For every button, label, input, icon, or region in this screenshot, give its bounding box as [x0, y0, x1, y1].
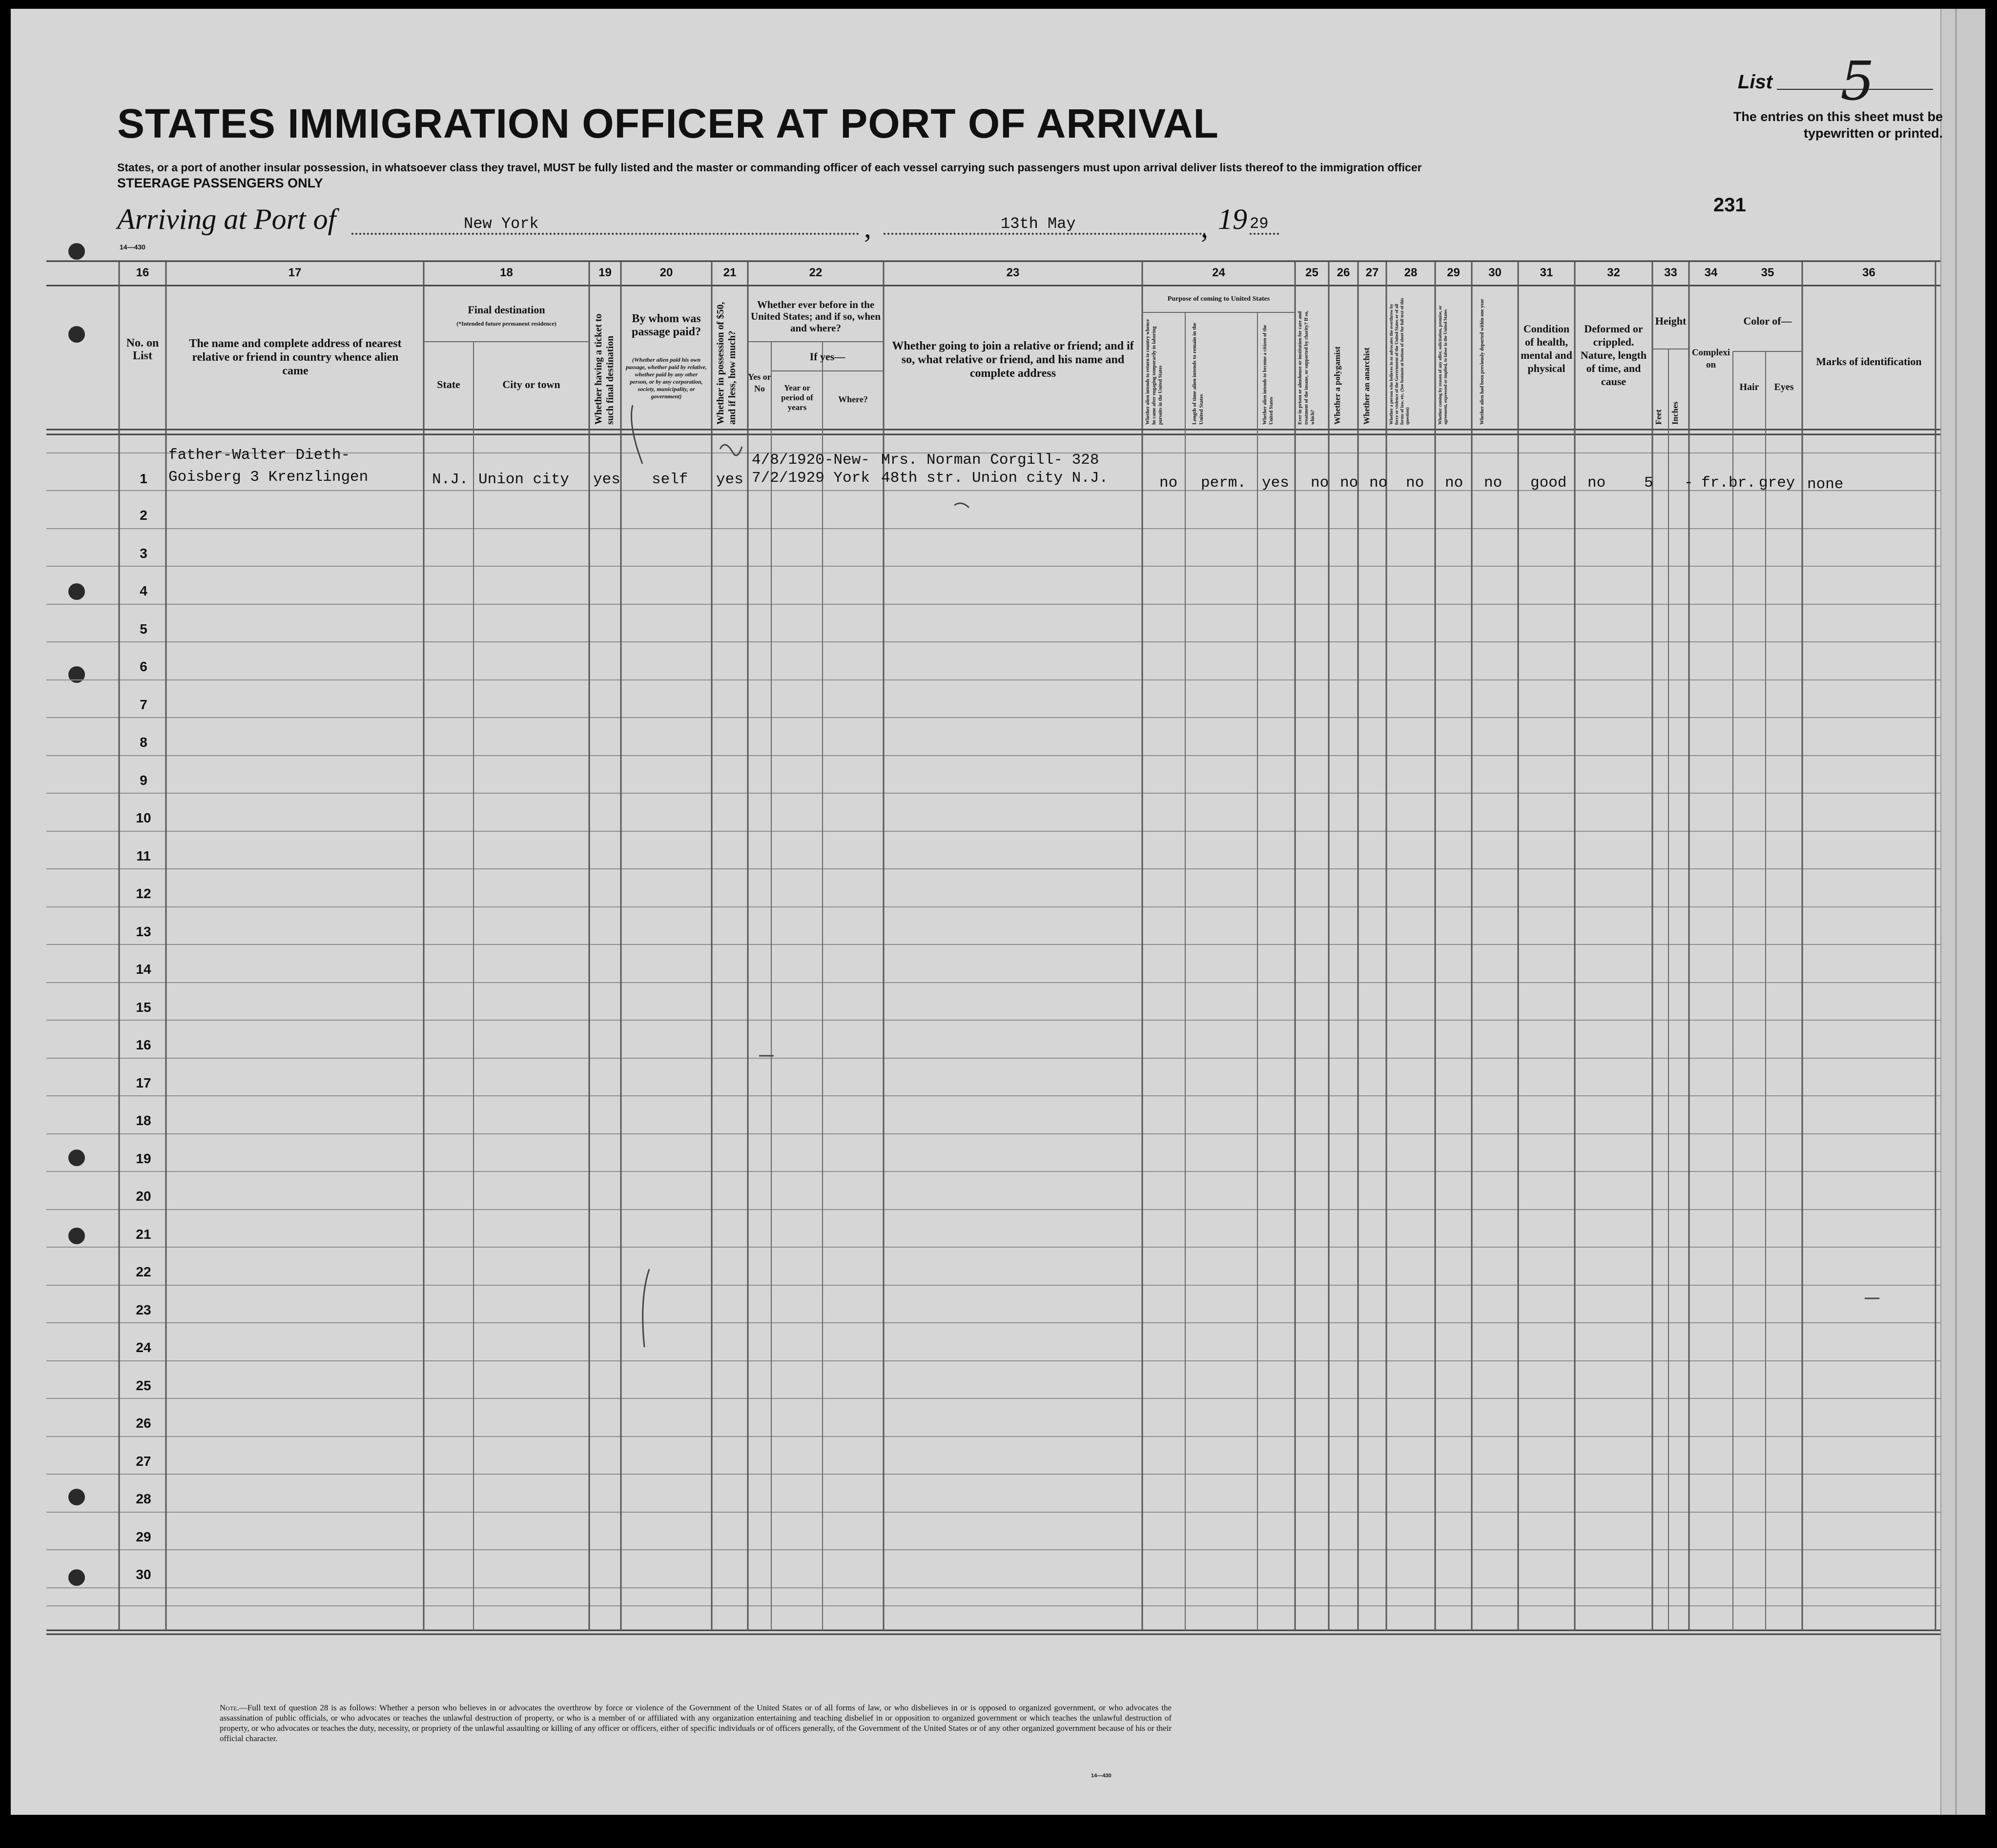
row-number: 18	[136, 1113, 151, 1128]
date-comma: ,	[1201, 211, 1208, 244]
col-number: 25	[1305, 266, 1318, 279]
destination-state: N.J.	[432, 471, 469, 488]
row-number: 2	[140, 508, 147, 523]
footnote-form-code: 14—430	[1091, 1773, 1112, 1779]
header-relative-address: The name and complete address of nearest relative or friend in country whence alien came	[189, 337, 402, 377]
deformed-value: no	[1587, 474, 1606, 492]
row-number: 30	[136, 1567, 151, 1582]
row-number: 9	[140, 773, 147, 788]
list-label: List	[1738, 71, 1773, 93]
col-number: 23	[1006, 266, 1020, 279]
row-number: 10	[136, 810, 151, 825]
row-number: 7	[140, 697, 147, 712]
col-number: 22	[809, 266, 823, 279]
row-number: 22	[136, 1264, 151, 1279]
typewritten-note: The entries on this sheet must be typewritten or printed.	[1733, 109, 1943, 141]
feet-value: 5	[1644, 474, 1653, 492]
header-return-intent: Whether alien intends to return to country whence he came after engaging temporarily in laboring pursuits in the United States	[1145, 319, 1163, 425]
header-final-destination: Final destination	[468, 304, 545, 316]
anarchist-value: no	[1369, 474, 1388, 492]
before-line-2: 7/2/1929 York	[752, 470, 870, 487]
header-purpose: Purpose of coming to United States	[1167, 295, 1270, 303]
row-number: 1	[140, 471, 147, 486]
col-number: 17	[288, 266, 302, 279]
header-anarchist: Whether an anarchist	[1362, 347, 1371, 425]
col-number: 36	[1862, 266, 1875, 279]
header-state: State	[437, 378, 460, 390]
row-number: 3	[140, 546, 147, 561]
col-number: 29	[1447, 266, 1460, 279]
complexion-value: fr.	[1701, 474, 1729, 492]
port-value: New York	[464, 215, 539, 233]
col-number: 33	[1664, 266, 1677, 279]
citizen-value: yes	[1262, 474, 1289, 492]
col-number: 18	[500, 266, 513, 279]
row-number: 19	[136, 1151, 151, 1166]
row-number: 6	[140, 659, 147, 674]
col-number: 24	[1212, 266, 1225, 279]
join-line-2: 48th str. Union city N.J.	[881, 470, 1109, 487]
hair-value: br.	[1729, 474, 1756, 492]
prison-value: no	[1311, 474, 1329, 492]
header-join-relative: Whether going to join a relative or friend; and if so, what relative or friend, and his name and complete address	[892, 340, 1134, 380]
year-suffix: 29	[1250, 215, 1269, 233]
money-value: yes	[716, 471, 743, 488]
page-number: 231	[1713, 194, 1746, 216]
row-number: 16	[136, 1037, 151, 1052]
footnote	[220, 1703, 1172, 1744]
row-number: 28	[136, 1491, 151, 1506]
header-city: City or town	[502, 378, 560, 390]
list-number: 5	[1840, 50, 1874, 112]
instructions-line: States, or a port of another insular possession, in whatsoever class they travel, MUST be fully listed and the master or commanding officer of each vessel carrying such passengers must upon arrival deliver lists thereof to the immigration officer	[117, 161, 1422, 174]
year-prefix: 19	[1218, 203, 1247, 235]
header-if-yes: If yes—	[809, 350, 845, 363]
ticket-value: yes	[593, 471, 620, 488]
col-number: 21	[723, 266, 737, 279]
row-number: 15	[136, 1000, 151, 1015]
marks-value: none	[1807, 476, 1844, 493]
col-number: 28	[1404, 266, 1418, 279]
eyes-value: grey	[1759, 474, 1795, 492]
header-color-of: Color of—	[1743, 315, 1792, 327]
col-number: 34	[1704, 266, 1718, 279]
row-number: 23	[136, 1302, 151, 1317]
top-form-code: 14—430	[120, 243, 145, 251]
col-number: 27	[1365, 266, 1379, 279]
header-where: Where?	[838, 394, 868, 404]
row-number: 17	[136, 1075, 151, 1090]
row-number: 11	[136, 848, 151, 863]
paid-by-value: self	[652, 471, 688, 488]
row-number: 29	[136, 1529, 151, 1544]
deported-value: no	[1484, 474, 1503, 492]
col-number: 35	[1761, 266, 1774, 279]
row-number: 26	[136, 1416, 151, 1431]
row-number: 5	[140, 621, 147, 637]
health-value: good	[1530, 474, 1567, 492]
col-number: 19	[598, 266, 612, 279]
destination-city: Union city	[478, 471, 570, 488]
relative-line-2: Goisberg 3 Krenzlingen	[168, 469, 369, 486]
header-contract: Whether coming by reason of any offer, solicitation, promise, or agreement, expressed or implied, to labor in the United States	[1438, 306, 1448, 425]
inches-value: -	[1684, 474, 1693, 492]
row-number: 12	[136, 886, 151, 901]
header-eyes: Eyes	[1774, 382, 1794, 392]
col-number: 26	[1337, 266, 1350, 279]
port-comma: ,	[864, 211, 871, 244]
row-number: 14	[136, 962, 151, 977]
arriving-label: Arriving at Port of	[117, 203, 336, 235]
header-health: Condition of health, mental and physical	[1521, 323, 1572, 374]
row-number: 20	[136, 1189, 151, 1204]
header-fifty-dollars: Whether in possession of $50, and if less, how much?	[715, 302, 738, 425]
row-number: 24	[136, 1340, 151, 1355]
row-number: 25	[136, 1378, 151, 1393]
header-year-period: Year or period of years	[781, 383, 813, 412]
header-deformed: Deformed or crippled. Nature, length of time, and cause	[1580, 323, 1647, 388]
footnote-text: —Full text of question 28 is as follows: Whether a person who believes in or advocates the overthrow by force or violence of the Government of the United States or of all forms of law, or who disbelieves in or is opposed to organized government, or who advocates the assassination of public officials, or who advocates or teaches the unlawful destruction of property, or who is a member of or affiliated with any organization entertaining and teaching disbelief in or opposition to organized government or which teaches the unlawful destruction of property, or who advocates or teaches the duty, necessity, or propriety of the unlawful assaulting or killing of any officer or officers, either of specific individuals or of officers generally, of the Government of the United States or of any other organized government because of his or their official character.	[220, 1703, 1172, 1743]
header-complexion: Complexion	[1691, 348, 1730, 370]
polygamist-value: no	[1340, 474, 1359, 492]
header-deported: Whether alien had been previously deported within one year	[1480, 299, 1485, 425]
header-passage-paid: By whom was passage paid?	[631, 312, 701, 338]
header-yes-or-no: Yes or No	[748, 372, 771, 393]
row-number: 4	[140, 583, 147, 598]
row-number: 13	[136, 924, 151, 939]
header-ever-before: Whether ever before in the United States; and if so, when and where?	[750, 299, 881, 334]
header-feet: Feet	[1654, 409, 1663, 425]
col-number: 16	[136, 266, 149, 279]
header-overthrow: Whether a person who believes in or advocates the overthrow by force or violence of the Government of the United States or of all forms of law, etc. (See footnote at bottom of sheet for full text of this question)	[1389, 298, 1410, 425]
contract-value: no	[1445, 474, 1463, 492]
header-inches: Inches	[1670, 401, 1680, 425]
return-intent-value: no	[1159, 474, 1178, 492]
header-hair: Hair	[1739, 382, 1759, 392]
col-number: 31	[1540, 266, 1553, 279]
header-final-destination-sub: (*Intended future permanent residence)	[456, 320, 556, 327]
row-number: 27	[136, 1454, 151, 1469]
overthrow-value: no	[1406, 474, 1424, 492]
header-become-citizen: Whether alien intends to become a citizen of the United States	[1262, 325, 1274, 425]
header-polygamist: Whether a polygamist	[1333, 346, 1342, 425]
header-passage-paid-sub: (Whether alien paid his own passage, whether paid by relative, whether paid by any other person, or by any corporation, society, municipality, or government)	[626, 356, 707, 400]
row-number: 8	[140, 735, 147, 750]
col-number: 20	[659, 266, 673, 279]
header-ticket: Whether having a ticket to such final destination	[593, 313, 616, 425]
before-line-1: 4/8/1920-New-	[752, 452, 870, 469]
date-value: 13th May	[1001, 215, 1076, 233]
row-number: 21	[136, 1227, 151, 1242]
steerage-label: STEERAGE PASSENGERS ONLY	[117, 176, 323, 190]
header-prison: Ever in prison or almshouse or institution for care and treatment of the insane, or supported by charity? If so, which?	[1297, 310, 1316, 425]
relative-line-1: father-Walter Dieth-	[168, 447, 350, 464]
header-length-stay: Length of time alien intends to remain in the United States	[1192, 323, 1204, 425]
footnote-label: Note.	[220, 1703, 239, 1712]
col-number: 32	[1607, 266, 1620, 279]
header-marks: Marks of identification	[1816, 355, 1922, 368]
header-height: Height	[1655, 315, 1687, 327]
form-title: STATES IMMIGRATION OFFICER AT PORT OF ARRIVAL	[117, 101, 1219, 146]
col-number: 30	[1488, 266, 1502, 279]
length-stay-value: perm.	[1201, 474, 1247, 492]
header-no-on-list: No. on List	[126, 337, 159, 362]
join-line-1: Mrs. Norman Corgill- 328	[881, 452, 1099, 469]
